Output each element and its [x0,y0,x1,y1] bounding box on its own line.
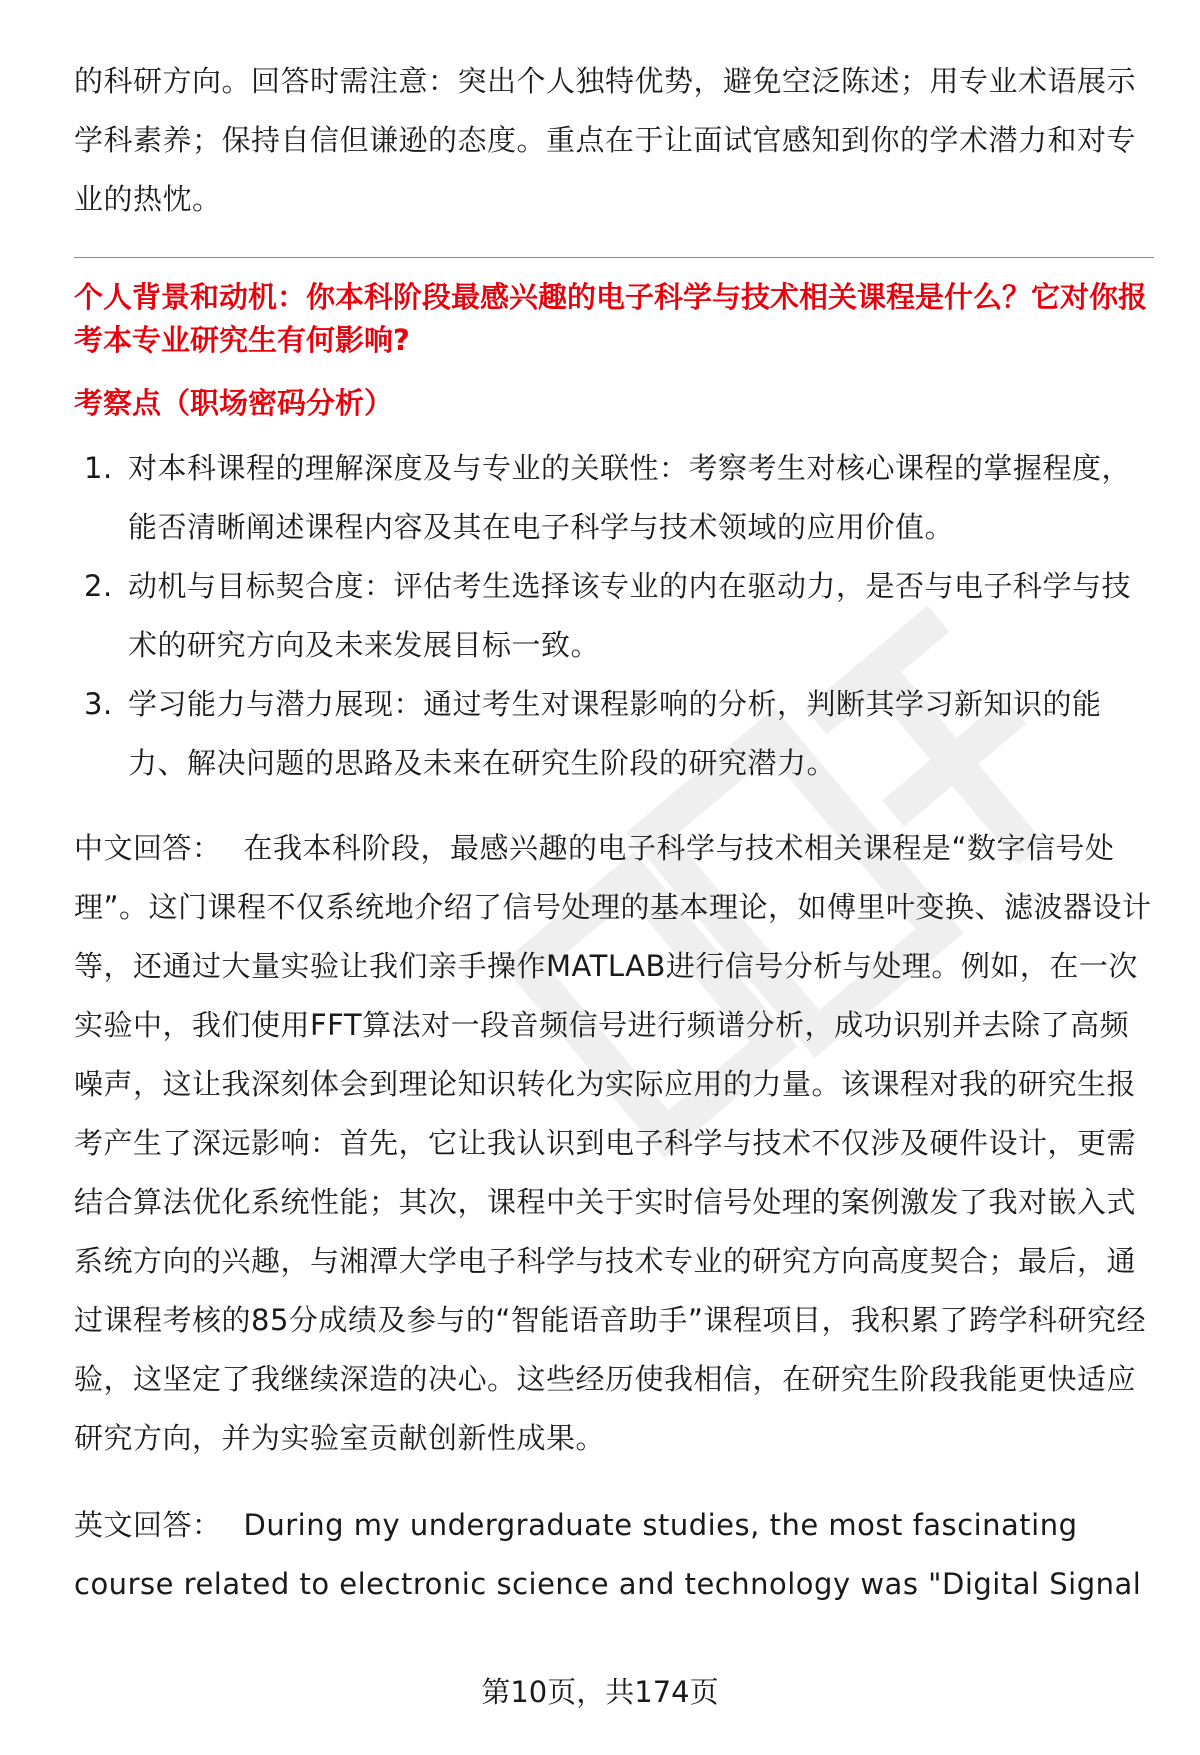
english-answer-text: During my undergraduate studies, the most fascinating course related to electronic science and technology was "Digital Signal [74,1508,1142,1601]
assessment-list [74,439,1154,793]
list-item-number: 3. [84,687,113,721]
list-item-number: 1. [84,451,113,485]
list-item [74,439,1154,557]
english-answer [74,1496,1154,1614]
list-item-text: 动机与目标契合度：评估考生选择该专业的内在驱动力，是否与电子科学与技术的研究方向及未来发展目标一致。 [128,569,1132,662]
list-item-text: 学习能力与潜力展现：通过考生对课程影响的分析，判断其学习新知识的能力、解决问题的思路及未来在研究生阶段的研究潜力。 [128,687,1102,780]
chinese-answer-text: 在我本科阶段，最感兴趣的电子科学与技术相关课程是“数字信号处理”。这门课程不仅系统地介绍了信号处理的基本理论，如傅里叶变换、滤波器设计等，还通过大量实验让我们亲手操作MATLAB进行信号分析与处理。例如，在一次实验中，我们使用FFT算法对一段音频信号进行频谱分析，成功识别并去除了高频噪声，这让我深刻体会到理论知识转化为实际应用的力量。该课程对我的研究生报考产生了深远影响：首先，它让我认识到电子科学与技术不仅涉及硬件设计，更需结合算法优化系统性能；其次，课程中关于实时信号处理的案例激发了我对嵌入式系统方向的兴趣，与湘潭大学电子科学与技术专业的研究方向高度契合；最后，通过课程考核的85分成绩及参与的“智能语音助手”课程项目，我积累了跨学科研究经验，这坚定了我继续深造的决心。这些经历使我相信，在研究生阶段我能更快适应研究方向，并为实验室贡献创新性成果。 [74,831,1152,1455]
intro-paragraph: 的科研方向。回答时需注意：突出个人独特优势，避免空泛陈述；用专业术语展示学科素养；保持自信但谦逊的态度。重点在于让面试官感知到你的学术潜力和对专业的热忱。 [74,64,1137,216]
interview-question: 个人背景和动机：你本科阶段最感兴趣的电子科学与技术相关课程是什么？它对你报考本专业研究生有何影响? [74,280,1148,357]
chinese-answer-label: 中文回答： [74,831,222,865]
chinese-answer [74,819,1154,1468]
page-footer: 第10页，共174页 [481,1675,719,1709]
assessment-heading: 考察点（职场密码分析） [74,386,394,420]
english-answer-label: 英文回答： [74,1508,222,1542]
document-page [74,52,1154,1614]
list-item-number: 2. [84,569,113,603]
list-item [74,557,1154,675]
section-divider [74,257,1154,258]
list-item-text: 对本科课程的理解深度及与专业的关联性：考察考生对核心课程的掌握程度，能否清晰阐述课程内容及其在电子科学与技术领域的应用价值。 [128,451,1132,544]
list-item [74,675,1154,793]
